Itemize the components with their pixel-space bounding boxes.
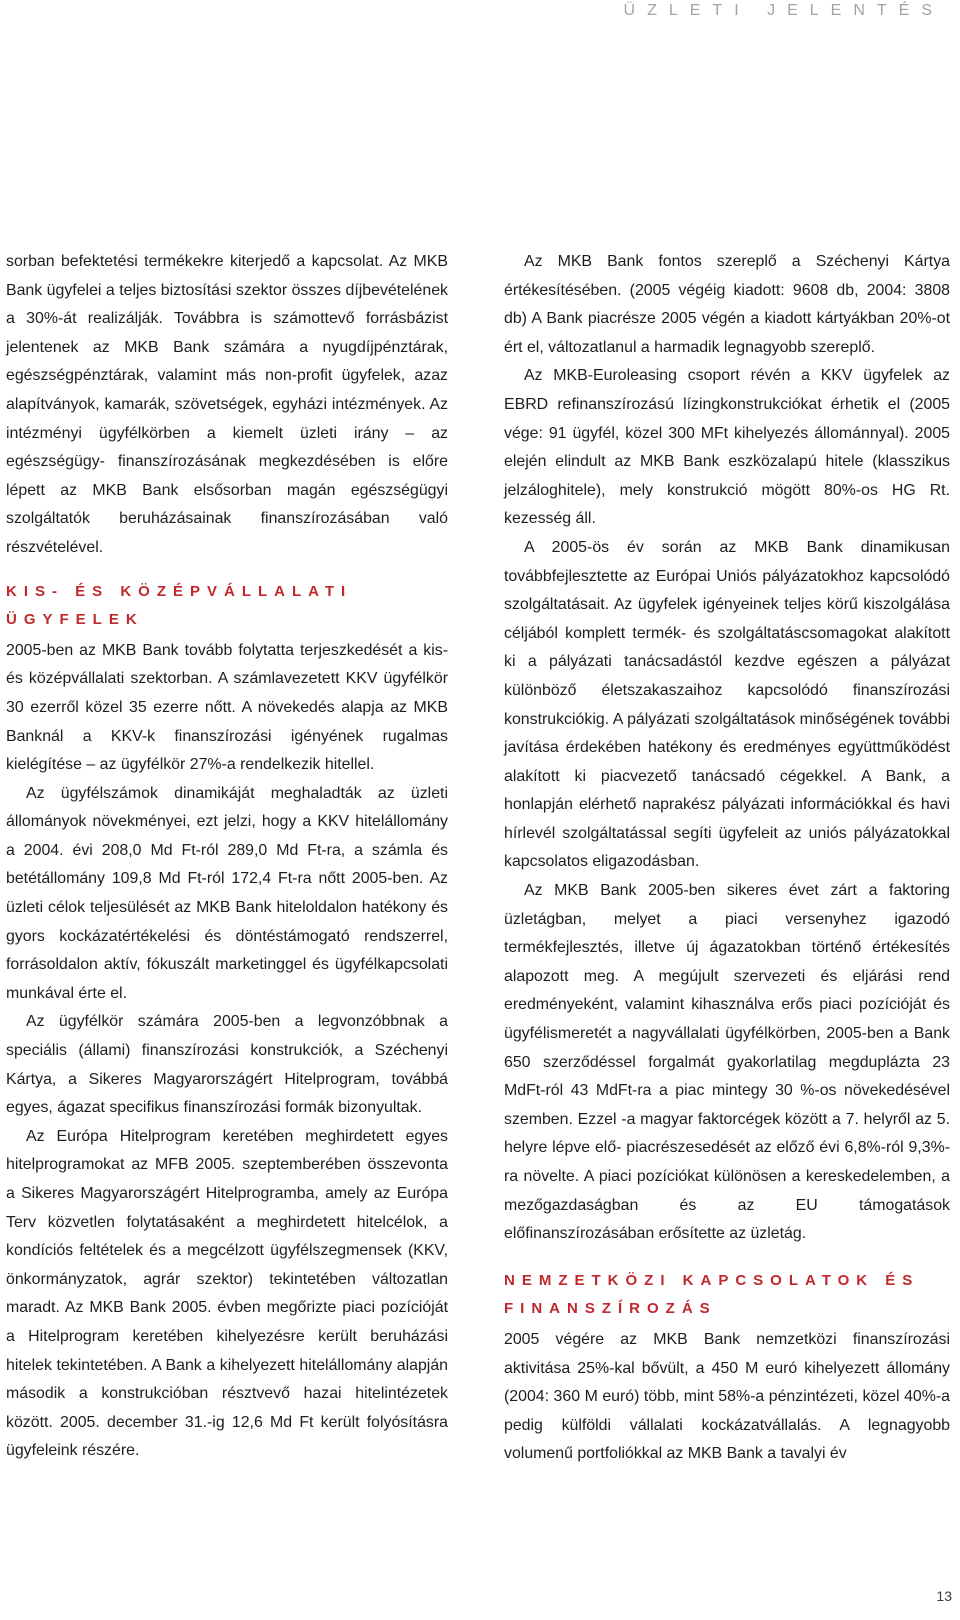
left-column (6, 248, 448, 1466)
section-heading: KIS- ÉS KÖZÉPVÁLLALATI ÜGYFELEK (6, 582, 353, 629)
page-number: 13 (936, 1588, 952, 1604)
paragraph: Az MKB Bank fontos szereplő a Széchenyi Kártya értékesítésében. (2005 végéig kiadott: 9608 db, 2004: 3808 db) A Bank piacrésze 2005 végén a kiadott kártyákban 20%-ot ért el, változatlanul a harmadik legnagyobb szereplő. (504, 253, 950, 356)
paragraph: Az ügyfélkör számára 2005-ben a legvonzóbbnak a speciális (állami) finanszírozási konstrukciók, a Széchenyi Kártya, a Sikeres Magyarországért Hitelprogram, továbbá egyes, ágazat specifikus finanszírozási formák bizonyultak. (6, 1013, 448, 1117)
running-header: ÜZLETI JELENTÉS (623, 2, 944, 19)
paragraph: Az MKB-Euroleasing csoport révén a KKV ügyfelek az EBRD refinanszírozású lízingkonstrukciókat érhetik el (2005 vége: 91 ügyfél, közel 300 MFt kihelyezés állománnyal). 2005 elején elindult az MKB Bank eszközalapú hitele (klasszikus jelzáloghitele), mely konstrukció mögött 80%-os HG Rt. kezesség áll. (504, 367, 950, 528)
section-heading: NEMZETKÖZI KAPCSOLATOK ÉS FINANSZÍROZÁS (504, 1271, 920, 1318)
paragraph: Az ügyfélszámok dinamikáját meghaladták az üzleti állományok növekményei, ezt jelzi, hogy a KKV hitelállomány a 2004. évi 208,0 Md Ft-ról 289,0 Md Ft-ra, a számla és betétállomány 109,8 Md Ft-ról 172,4 Ft-ra nőtt 2005-ben. Az üzleti célok teljesülését az MKB Bank hiteloldalon hatékony és gyors kockázatértékelési és döntéstámogató rendszerrel, forrásoldalon aktív, fókuszált marketinggel és ügyfélkapcsolati munkával érte el. (6, 784, 448, 1002)
paragraph: sorban befektetési termékekre kiterjedő a kapcsolat. Az MKB Bank ügyfelei a teljes biztosítási szektor összes díjbevételének a 30%-át realizálják. Továbbra is számottevő forrásbázist jelentenek az MKB Bank számára a nyugdíjpénztárak, egészségpénztárak, valamint más non-profit ügyfelek, azaz alapítványok, kamarák, szövetségek, egyházi intézmények. Az intézményi ügyfélkörben a kiemelt üzleti irány ‒ az egészségügy- finanszírozásának megkezdésében is előre lépett az MKB Bank elsősorban magán egészségügyi szolgáltatók beruházásainak finanszírozásában való részvételével. (6, 253, 448, 556)
paragraph: 2005 végére az MKB Bank nemzetközi finanszírozási aktivitása 25%-kal bővült, a 450 M euró kihelyezett állomány (2004: 360 M euró) több, mint 58%-a pénzintézeti, közel 40%-a pedig külföldi vállalati kockázatvállalás. A legnagyobb volumenű portfoliókkal az MKB Bank a tavalyi év (504, 1330, 950, 1463)
paragraph: Az MKB Bank 2005-ben sikeres évet zárt a faktoring üzletágban, melyet a piaci versenyhez igazodó termékfejlesztés, illetve új ágazatokban történő értékesítés alapozott meg. A megújult szervezeti és eljárási rend eredményeként, valamint kihasználva erős piaci pozícióját és ügyfélismeretét a nagyvállalati ügyfélkörben, 2005-ben a Bank 650 szerződéssel forgalmát gyakorlatilag megduplázta 23 MdFt-ról 43 MdFt-ra a piac mintegy 30 %-os növekedésével szemben. Ezzel -a magyar faktorcégek között a 7. helyről az 5. helyre lépve elő- piacrészesedését az előző évi 6,8%-ról 9,3%-ra növelte. A piaci pozíciókat különösen a kereskedelemben, a mezőgazdaságban és az EU támogatások előfinanszírozásában erősítette az üzletág. (504, 882, 950, 1243)
right-column (504, 248, 950, 1469)
paragraph: 2005-ben az MKB Bank tovább folytatta terjeszkedését a kis- és középvállalati szektorban. A számlavezetett KKV ügyfélkör 30 ezerről közel 35 ezerre nőtt. A növekedés alapja az MKB Banknál a KKV-k finanszírozási igényének rugalmas kielégítése ‒ az ügyfélkör 27%-a rendelkezik hitellel. (6, 641, 448, 774)
paragraph: Az Európa Hitelprogram keretében meghirdetett egyes hitelprogramokat az MFB 2005. szeptemberében összevonta a Sikeres Magyarországért Hitelprogramba, amely az Európa Terv közvetlen folytatásaként a meghirdetett hitelcélok, a kondíciós feltételek és a megcélzott ügyfélszegmensek (KKV, önkormányzatok, agrár szektor) tekintetében változatlan maradt. Az MKB Bank 2005. évben megőrizte piaci pozícióját a Hitelprogram keretében kihelyezésre került beruházási hitelek tekintetében. A Bank a kihelyezett hitelállomány alapján második a konstrukcióban résztvevő hazai hitelintézetek között. 2005. december 31.-ig 12,6 Md Ft került folyósításra ügyfeleink részére. (6, 1127, 448, 1460)
paragraph: A 2005-ös év során az MKB Bank dinamikusan továbbfejlesztette az Európai Uniós pályázatokhoz kapcsolódó szolgáltatásait. Az ügyfelek igényeinek teljes körű kiszolgálása céljából komplett termék- és szolgáltatáscsomagokat alakított ki a pályázati tanácsadástól kezdve egészen a pályázat különböző életszakaszaihoz kapcsolódó finanszírozási konstrukciókig. A pályázati szolgáltatások minőségének további javítása érdekében hatékony és eredményes együttműködést alakított ki piacvezető tanácsadó cégekkel. A Bank, a honlapján elérhető naprakész pályázati információkkal és havi hírlevél szolgáltatással segíti ügyfeleit az uniós pályázatokkal kapcsolatos eligazodásban. (504, 538, 950, 871)
